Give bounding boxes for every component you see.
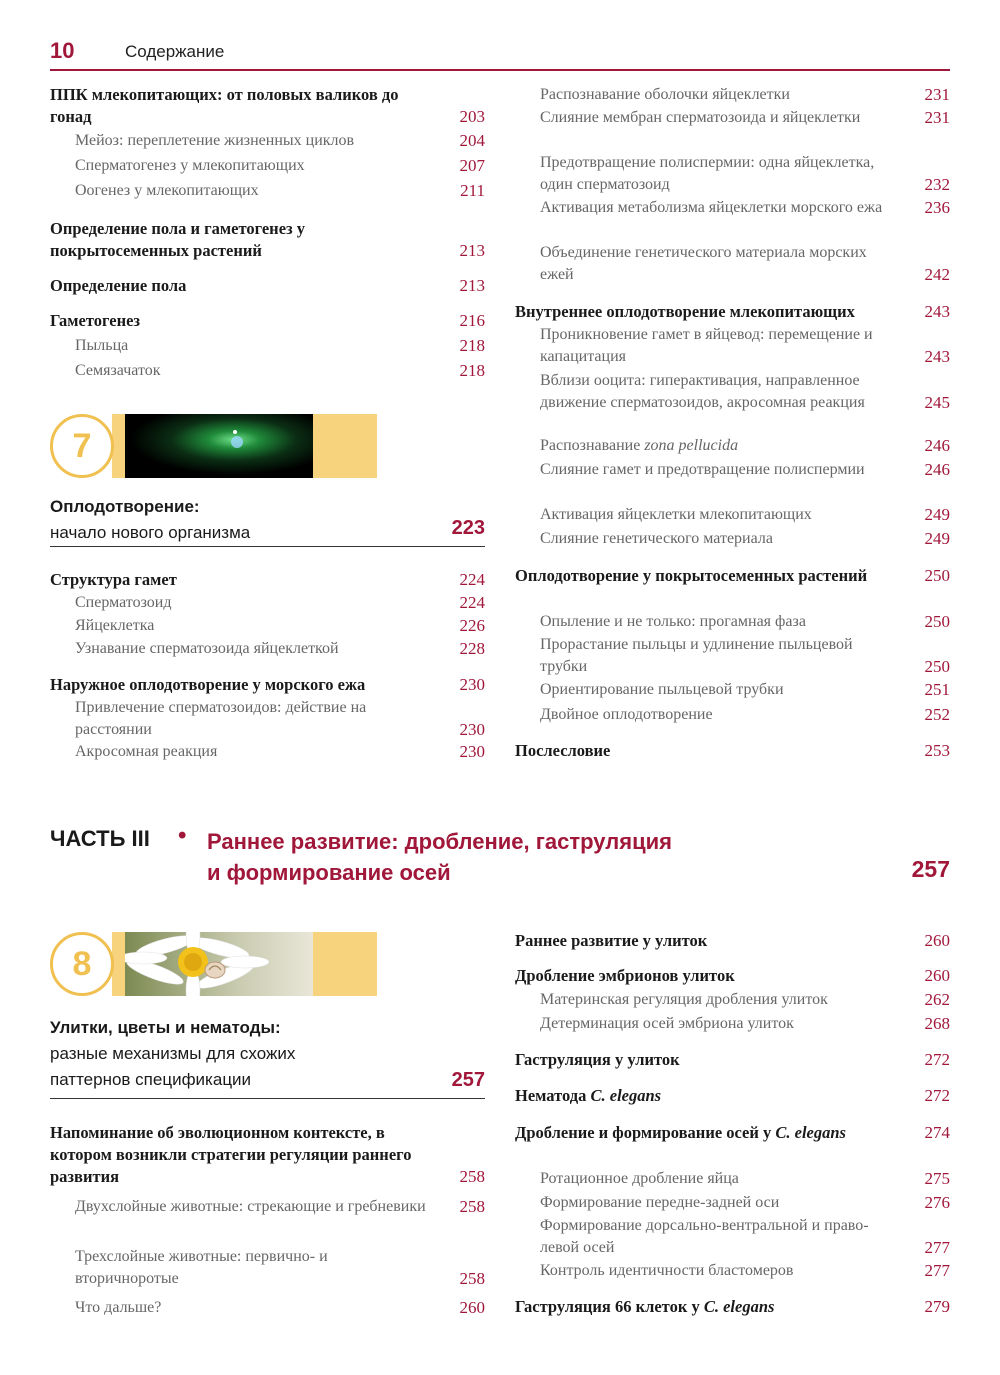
toc-page-number: 250 bbox=[924, 612, 950, 631]
toc-page-number: 272 bbox=[924, 1086, 950, 1105]
chapter-number-badge: 7 bbox=[50, 414, 114, 478]
toc-subentry[interactable] bbox=[515, 435, 950, 457]
toc-entry-text bbox=[515, 1260, 950, 1282]
toc-subentry[interactable] bbox=[50, 741, 485, 763]
toc-subentry[interactable] bbox=[515, 504, 950, 526]
toc-entry-text bbox=[515, 679, 950, 701]
toc-entry-label: Формирование передне-задней оси bbox=[540, 1194, 780, 1211]
toc-subentry[interactable] bbox=[515, 197, 950, 219]
toc-entry-text bbox=[50, 130, 485, 152]
toc-entry-text bbox=[50, 697, 485, 741]
toc-page-number: 260 bbox=[924, 931, 950, 950]
chapter-title-rest: начало нового организма bbox=[50, 523, 251, 542]
toc-entry-text bbox=[515, 1049, 950, 1071]
toc-heading[interactable] bbox=[50, 569, 485, 591]
toc-subentry[interactable] bbox=[515, 611, 950, 633]
chapter-title-bold: Оплодотворение: bbox=[50, 497, 200, 516]
toc-page-number: 228 bbox=[459, 639, 485, 658]
toc-subentry[interactable] bbox=[515, 84, 950, 106]
toc-entry-text bbox=[515, 435, 950, 457]
toc-entry-label: Оогенез у млекопитающих bbox=[75, 182, 259, 199]
toc-heading[interactable] bbox=[515, 1049, 950, 1071]
toc-subentry[interactable] bbox=[50, 1297, 485, 1319]
toc-page-number: 277 bbox=[924, 1238, 950, 1257]
toc-entry-label: Слияние генетического материала bbox=[540, 530, 773, 547]
toc-entry-label: Двухслойные животные: стрекающие и гребневики bbox=[75, 1198, 426, 1215]
toc-entry-text bbox=[50, 1122, 485, 1188]
toc-subentry[interactable] bbox=[50, 155, 485, 177]
toc-page-number: 204 bbox=[459, 131, 485, 150]
part-bullet: • bbox=[178, 822, 187, 849]
toc-entry-text bbox=[50, 310, 485, 332]
toc-page-number: 275 bbox=[924, 1169, 950, 1188]
toc-entry-label: Сперматогенез у млекопитающих bbox=[75, 157, 305, 174]
toc-entry-label: Пыльца bbox=[75, 337, 129, 354]
toc-entry-text bbox=[515, 459, 950, 481]
toc-entry-italic: zona pellucida bbox=[644, 437, 739, 454]
toc-entry-text bbox=[515, 1168, 950, 1190]
toc-entry-label: Гаструляция у улиток bbox=[515, 1050, 680, 1069]
toc-entry-text bbox=[50, 615, 485, 637]
toc-entry-text bbox=[515, 1215, 950, 1259]
toc-page-number: 230 bbox=[459, 720, 485, 739]
toc-page-number: 226 bbox=[459, 616, 485, 635]
toc-heading[interactable] bbox=[50, 674, 485, 696]
toc-entry-text bbox=[515, 1122, 950, 1144]
toc-heading[interactable] bbox=[515, 1085, 950, 1107]
toc-entry-text bbox=[50, 674, 485, 696]
toc-entry-text bbox=[50, 180, 485, 202]
toc-entry-italic: C. elegans bbox=[775, 1123, 846, 1142]
toc-entry-text bbox=[50, 638, 485, 660]
toc-subentry[interactable] bbox=[515, 152, 950, 196]
chapter-8-rule bbox=[50, 1098, 485, 1099]
toc-subentry[interactable] bbox=[50, 592, 485, 614]
chapter-number-badge: 8 bbox=[50, 932, 114, 996]
part-title-line-1: Раннее развитие: дробление, гаструляция bbox=[207, 829, 672, 854]
toc-subentry[interactable] bbox=[50, 335, 485, 357]
chapter-title-bold: Улитки, цветы и нематоды: bbox=[50, 1018, 281, 1037]
toc-entry-label: Напоминание об эволюционном контексте, в котором возникли стратегии регуляции раннего развития bbox=[50, 1123, 412, 1186]
toc-subentry[interactable] bbox=[515, 989, 950, 1011]
toc-heading[interactable] bbox=[50, 1122, 485, 1188]
toc-subentry[interactable] bbox=[515, 1260, 950, 1282]
toc-entry-label: Слияние мембран сперматозоида и яйцеклетки bbox=[540, 109, 861, 126]
fertilization-micrograph-image bbox=[125, 414, 313, 478]
toc-entry-label: Структура гамет bbox=[50, 570, 177, 589]
toc-entry-label: Детерминация осей эмбриона улиток bbox=[540, 1015, 794, 1032]
toc-entry-label: ППК млекопитающих: от половых валиков до гонад bbox=[50, 85, 399, 126]
toc-entry-label: Семязачаток bbox=[75, 362, 161, 379]
toc-entry-label: Сперматозоид bbox=[75, 594, 172, 611]
toc-subentry[interactable] bbox=[515, 1215, 950, 1259]
toc-page-number: 230 bbox=[459, 675, 485, 694]
toc-page-number: 250 bbox=[924, 657, 950, 676]
toc-subentry[interactable] bbox=[515, 459, 950, 481]
toc-entry-text bbox=[50, 360, 485, 382]
toc-subentry[interactable] bbox=[50, 638, 485, 660]
toc-entry-label: Гаструляция 66 клеток у bbox=[515, 1297, 704, 1316]
toc-entry-label: Послесловие bbox=[515, 741, 611, 760]
toc-entry-text bbox=[50, 275, 485, 297]
toc-entry-label: Узнавание сперматозоида яйцеклеткой bbox=[75, 640, 339, 657]
toc-entry-text bbox=[50, 335, 485, 357]
toc-page-number: 246 bbox=[924, 436, 950, 455]
header-rule bbox=[50, 69, 950, 71]
toc-entry-label: Мейоз: переплетение жизненных циклов bbox=[75, 132, 355, 149]
toc-page-number: 230 bbox=[459, 742, 485, 761]
chapter-8-page: 257 bbox=[451, 1069, 485, 1091]
toc-subentry[interactable] bbox=[515, 634, 950, 678]
toc-heading[interactable] bbox=[50, 84, 485, 128]
toc-entry-label: Распознавание bbox=[540, 437, 645, 454]
toc-page-number: 243 bbox=[924, 347, 950, 366]
toc-subentry[interactable] bbox=[515, 1168, 950, 1190]
toc-entry-label: Оплодотворение у покрытосеменных растений bbox=[515, 566, 868, 585]
toc-entry-text bbox=[515, 740, 950, 762]
toc-page-number: 250 bbox=[924, 566, 950, 585]
toc-entry-label: Что дальше? bbox=[75, 1299, 162, 1316]
toc-heading[interactable] bbox=[515, 301, 950, 323]
toc-page-number: 274 bbox=[924, 1123, 950, 1142]
toc-entry-label: Вблизи ооцита: гиперактивация, направленное движение сперматозоидов, акросомная реакция bbox=[540, 372, 865, 411]
toc-heading[interactable] bbox=[50, 310, 485, 332]
toc-page-number: 279 bbox=[924, 1297, 950, 1316]
toc-subentry[interactable] bbox=[50, 360, 485, 382]
toc-entry-label: Контроль идентичности бластомеров bbox=[540, 1262, 794, 1279]
toc-entry-label: Объединение генетического материала морских ежей bbox=[540, 244, 867, 283]
toc-entry-label: Яйцеклетка bbox=[75, 617, 155, 634]
toc-page-number: 232 bbox=[924, 175, 950, 194]
toc-entry-text bbox=[515, 107, 950, 129]
toc-entry-label: Привлечение сперматозоидов: действие на расстоянии bbox=[75, 699, 367, 738]
toc-entry-label: Формирование дорсально-вентральной и право-левой осей bbox=[540, 1217, 869, 1256]
toc-entry-label: Ориентирование пыльцевой трубки bbox=[540, 681, 784, 698]
part-page: 257 bbox=[911, 856, 950, 882]
toc-page-number: 218 bbox=[459, 361, 485, 380]
toc-subentry[interactable] bbox=[515, 1192, 950, 1214]
toc-subentry[interactable] bbox=[50, 615, 485, 637]
daisy-snail-photo-image bbox=[125, 932, 313, 996]
toc-heading[interactable] bbox=[515, 965, 950, 987]
toc-entry-text bbox=[515, 1013, 950, 1035]
toc-page-number: 243 bbox=[924, 302, 950, 321]
toc-entry-text bbox=[50, 84, 485, 128]
toc-page-number: 262 bbox=[924, 990, 950, 1009]
toc-entry-label: Дробление и формирование осей у bbox=[515, 1123, 776, 1142]
toc-heading[interactable] bbox=[50, 275, 485, 297]
toc-subentry[interactable] bbox=[515, 528, 950, 550]
toc-entry-label: Слияние гамет и предотвращение полиспермии bbox=[540, 461, 865, 478]
toc-entry-text bbox=[515, 1192, 950, 1214]
toc-page-number: 231 bbox=[924, 85, 950, 104]
toc-entry-text bbox=[515, 197, 950, 219]
toc-page-number: 216 bbox=[459, 311, 485, 330]
toc-subentry[interactable] bbox=[515, 107, 950, 129]
toc-entry-label: Внутреннее оплодотворение млекопитающих bbox=[515, 302, 855, 321]
chapter-8-banner bbox=[50, 932, 380, 998]
toc-entry-label: Двойное оплодотворение bbox=[540, 706, 713, 723]
toc-heading[interactable] bbox=[50, 218, 485, 262]
toc-entry-label: Активация яйцеклетки млекопитающих bbox=[540, 506, 812, 523]
part-title-line-2: и формирование осей bbox=[207, 860, 451, 885]
toc-entry-text bbox=[515, 370, 950, 414]
toc-entry-text bbox=[515, 152, 950, 196]
toc-page-number: 249 bbox=[924, 505, 950, 524]
toc-entry-text bbox=[515, 301, 950, 323]
toc-entry-text bbox=[515, 504, 950, 526]
toc-entry-label: Акросомная реакция bbox=[75, 743, 218, 760]
toc-entry-text bbox=[515, 965, 950, 987]
toc-entry-label: Проникновение гамет в яйцевод: перемещение и капацитация bbox=[540, 326, 873, 365]
chapter-7-rule bbox=[50, 546, 485, 547]
toc-entry-label: Ротационное дробление яйца bbox=[540, 1170, 739, 1187]
toc-page-number: 211 bbox=[460, 181, 485, 200]
toc-page-number: 213 bbox=[459, 241, 485, 260]
toc-page-number: 246 bbox=[924, 460, 950, 479]
chapter-title-rest: разные механизмы для схожих паттернов спецификации bbox=[50, 1044, 296, 1089]
toc-entry-label: Дробление эмбрионов улиток bbox=[515, 966, 735, 985]
toc-entry-text bbox=[50, 218, 485, 262]
toc-heading[interactable] bbox=[515, 740, 950, 762]
toc-entry-text bbox=[50, 1246, 485, 1290]
toc-entry-italic: C. elegans bbox=[703, 1297, 775, 1316]
toc-page-number: 213 bbox=[459, 276, 485, 295]
toc-page-number: 203 bbox=[459, 107, 485, 126]
toc-page-number: 258 bbox=[459, 1167, 485, 1186]
toc-subentry[interactable] bbox=[515, 242, 950, 286]
toc-page-number: 224 bbox=[459, 593, 485, 612]
toc-page-number: 272 bbox=[924, 1050, 950, 1069]
toc-entry-text bbox=[515, 528, 950, 550]
toc-page-number: 251 bbox=[924, 680, 950, 699]
toc-page-number: 245 bbox=[924, 393, 950, 412]
toc-entry-text bbox=[515, 634, 950, 678]
toc-entry-text bbox=[515, 324, 950, 368]
toc-page-number: 276 bbox=[924, 1193, 950, 1212]
toc-entry-label: Наружное оплодотворение у морского ежа bbox=[50, 675, 366, 694]
toc-entry-text bbox=[50, 1297, 485, 1319]
running-title: Содержание bbox=[125, 42, 225, 61]
chapter-7-banner bbox=[50, 414, 380, 480]
toc-page-number: 253 bbox=[924, 741, 950, 760]
toc-heading[interactable] bbox=[515, 930, 950, 952]
toc-entry-label: Предотвращение полиспермии: одна яйцеклетка, один сперматозоид bbox=[540, 154, 875, 193]
toc-entry-text bbox=[515, 242, 950, 286]
toc-page-number: 260 bbox=[924, 966, 950, 985]
toc-entry-text bbox=[515, 1085, 950, 1107]
page-number: 10 bbox=[50, 38, 75, 63]
toc-entry-text bbox=[515, 930, 950, 952]
toc-page-number: 224 bbox=[459, 570, 485, 589]
part-title bbox=[207, 826, 672, 888]
toc-page-number: 242 bbox=[924, 265, 950, 284]
toc-page-number: 277 bbox=[924, 1261, 950, 1280]
toc-entry-text bbox=[50, 592, 485, 614]
toc-page-number: 236 bbox=[924, 198, 950, 217]
toc-entry-label: Трехслойные животные: первично- и вторичноротые bbox=[75, 1248, 328, 1287]
toc-entry-text bbox=[515, 611, 950, 633]
toc-page-number: 268 bbox=[924, 1014, 950, 1033]
toc-page-number: 258 bbox=[459, 1197, 485, 1216]
toc-entry-label: Материнская регуляция дробления улиток bbox=[540, 991, 828, 1008]
toc-entry-italic: C. elegans bbox=[590, 1086, 662, 1105]
toc-entry-label: Определение пола и гаметогенез у покрытосеменных растений bbox=[50, 219, 306, 260]
toc-entry-text bbox=[50, 741, 485, 763]
toc-subentry[interactable] bbox=[515, 1013, 950, 1035]
toc-entry-label: Распознавание оболочки яйцеклетки bbox=[540, 86, 790, 103]
toc-entry-text bbox=[50, 1196, 485, 1218]
toc-heading[interactable] bbox=[515, 1122, 950, 1144]
toc-subentry[interactable] bbox=[50, 180, 485, 202]
toc-page-number: 252 bbox=[924, 705, 950, 724]
toc-entry-text bbox=[50, 155, 485, 177]
toc-subentry[interactable] bbox=[515, 704, 950, 726]
toc-entry-text bbox=[515, 989, 950, 1011]
toc-page-number: 231 bbox=[924, 108, 950, 127]
toc-subentry[interactable] bbox=[515, 324, 950, 368]
toc-entry-label: Определение пола bbox=[50, 276, 187, 295]
part-label: ЧАСТЬ III bbox=[50, 826, 150, 851]
toc-entry-text bbox=[515, 84, 950, 106]
toc-subentry[interactable] bbox=[50, 1196, 485, 1218]
toc-subentry[interactable] bbox=[50, 697, 485, 741]
toc-entry-label: Нематода bbox=[515, 1086, 591, 1105]
chapter-8-title bbox=[50, 1015, 450, 1093]
toc-page-number: 218 bbox=[459, 336, 485, 355]
toc-heading[interactable] bbox=[515, 1296, 950, 1318]
toc-entry-label: Прорастание пыльцы и удлинение пыльцевой трубки bbox=[540, 636, 853, 675]
toc-entry-label: Опыление и не только: прогамная фаза bbox=[540, 613, 806, 630]
chapter-7-title bbox=[50, 494, 485, 546]
toc-subentry[interactable] bbox=[50, 1246, 485, 1290]
toc-entry-label: Раннее развитие у улиток bbox=[515, 931, 708, 950]
toc-entry-text bbox=[515, 1296, 950, 1318]
toc-subentry[interactable] bbox=[515, 679, 950, 701]
toc-page-number: 258 bbox=[459, 1269, 485, 1288]
toc-subentry[interactable] bbox=[515, 370, 950, 414]
toc-entry-label: Активация метаболизма яйцеклетки морского ежа bbox=[540, 199, 883, 216]
toc-page-number: 260 bbox=[459, 1298, 485, 1317]
toc-entry-text bbox=[50, 569, 485, 591]
toc-heading[interactable] bbox=[515, 565, 950, 587]
toc-page-number: 249 bbox=[924, 529, 950, 548]
toc-subentry[interactable] bbox=[50, 130, 485, 152]
toc-entry-text bbox=[515, 704, 950, 726]
chapter-7-page: 223 bbox=[451, 517, 485, 539]
toc-page-number: 207 bbox=[459, 156, 485, 175]
toc-entry-text bbox=[515, 565, 950, 587]
toc-entry-label: Гаметогенез bbox=[50, 311, 141, 330]
